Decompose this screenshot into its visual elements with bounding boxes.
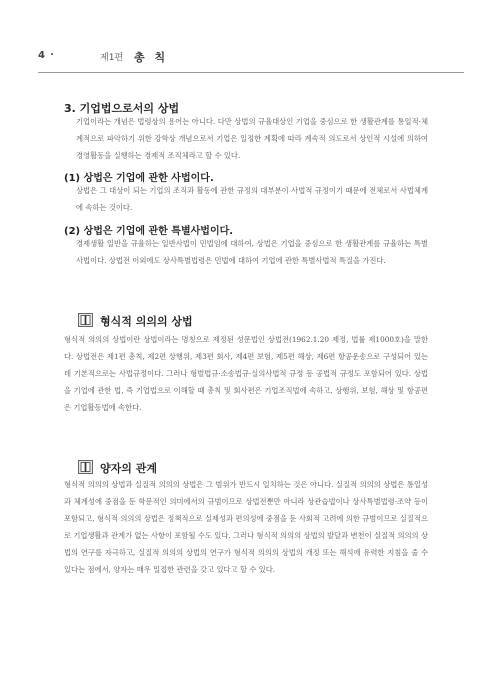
section-3-body: 기업이라는 개념은 법령상의 용어는 아니다. 다만 상법의 규율대상인 기업을 중심으로 한 생활관계를 통일적·체계적으로 파악하기 위한 강학상 개념으로서 기업은 일정한 계획에 따라 계속적 의도로서 상인적 시설에 의하여 경영활동을 실행하는 경제적 조직체라고 할 수 있다. [76, 117, 428, 160]
formal-section-body: 형식적 의의의 상법이란 상법이라는 명칭으로 제정된 성문법인 상법전(1962.1.20 제정, 법률 제1000호)을 말한다. 상법전은 제1편 총칙, 제2편 상행위, 제3편 회사, 제4편 보험, 제5편 해상, 제6편 항공운송으로 구성되어 있는데 기본적으로는 사법규정이다. 그러나 형벌법규·소송법규·실의사법적 규정 등 공법적 규정도 포함되어 있다. 상법을 기업에 관한 법, 즉 기업법으로 이해할 때 총칙 및 회사편은 기업조직법에 속하고, 상행위, 보험, 해상 및 항공편은 기업활동법에 속한다. [64, 335, 428, 412]
section-3-heading: 3. 기업법으로서의 상법 [64, 102, 180, 115]
page-number: 4 [38, 50, 45, 61]
subsection-1-body: 상법은 그 대상이 되는 기업의 조직과 활동에 관한 규정의 대부분이 사법적 규정이기 때문에 전체로서 사법체계에 속하는 것이다. [76, 186, 428, 212]
book-icon [78, 313, 93, 327]
header-divider [38, 72, 464, 73]
subsection-1-heading: (1) 상법은 기업에 관한 사법이다. [64, 173, 214, 184]
part-title: 총 칙 [134, 51, 169, 64]
subsection-2-heading: (2) 상법은 기업에 관한 특별사법이다. [64, 226, 234, 237]
page-header [38, 50, 464, 66]
page-number-dot: • [50, 51, 55, 59]
part-label: 제1편 [100, 53, 124, 63]
relation-section-title: 양자의 관계 [100, 462, 157, 475]
formal-section-title: 형식적 의의의 상법 [100, 315, 193, 328]
subsection-2-body: 경제생활 일반을 규율하는 일반사법이 민법임에 대하여, 상법은 기업을 중심으로 한 생활관계를 규율하는 특별사법이다. 상법전 이외에도 상사특별법령은 민법에 대하여 기업에 관한 특별사법적 특질을 가진다. [76, 239, 428, 265]
book-icon [78, 460, 93, 474]
relation-section-body: 형식적 의의의 상법과 실질적 의의의 상법은 그 범위가 반드시 일치하는 것은 아니다. 실질적 의의의 상법은 통일성과 체계성에 중점을 둔 학문적인 의미에서의 규범이므로 상법전뿐만 아니라 상관습법이나 상사특별법령·조약 등이 포함되고, 형식적 의의의 상법은 정책적으로 실제성과 편의성에 중점을 둔 사회적 고려에 의한 규범이므로 실질적으로 기업생활과 관계가 없는 사항이 포함될 수도 있다. 그러나 형식적 의의의 상법의 발달과 변천이 실질적 의의의 상법의 연구를 자극하고, 실질적 의의의 상법의 연구가 형식적 의의의 상법의 개정 또는 해석에 유력한 지침을 줄 수 있다는 점에서, 양자는 매우 밀접한 관련을 갖고 있다고 할 수 있다. [64, 480, 428, 574]
